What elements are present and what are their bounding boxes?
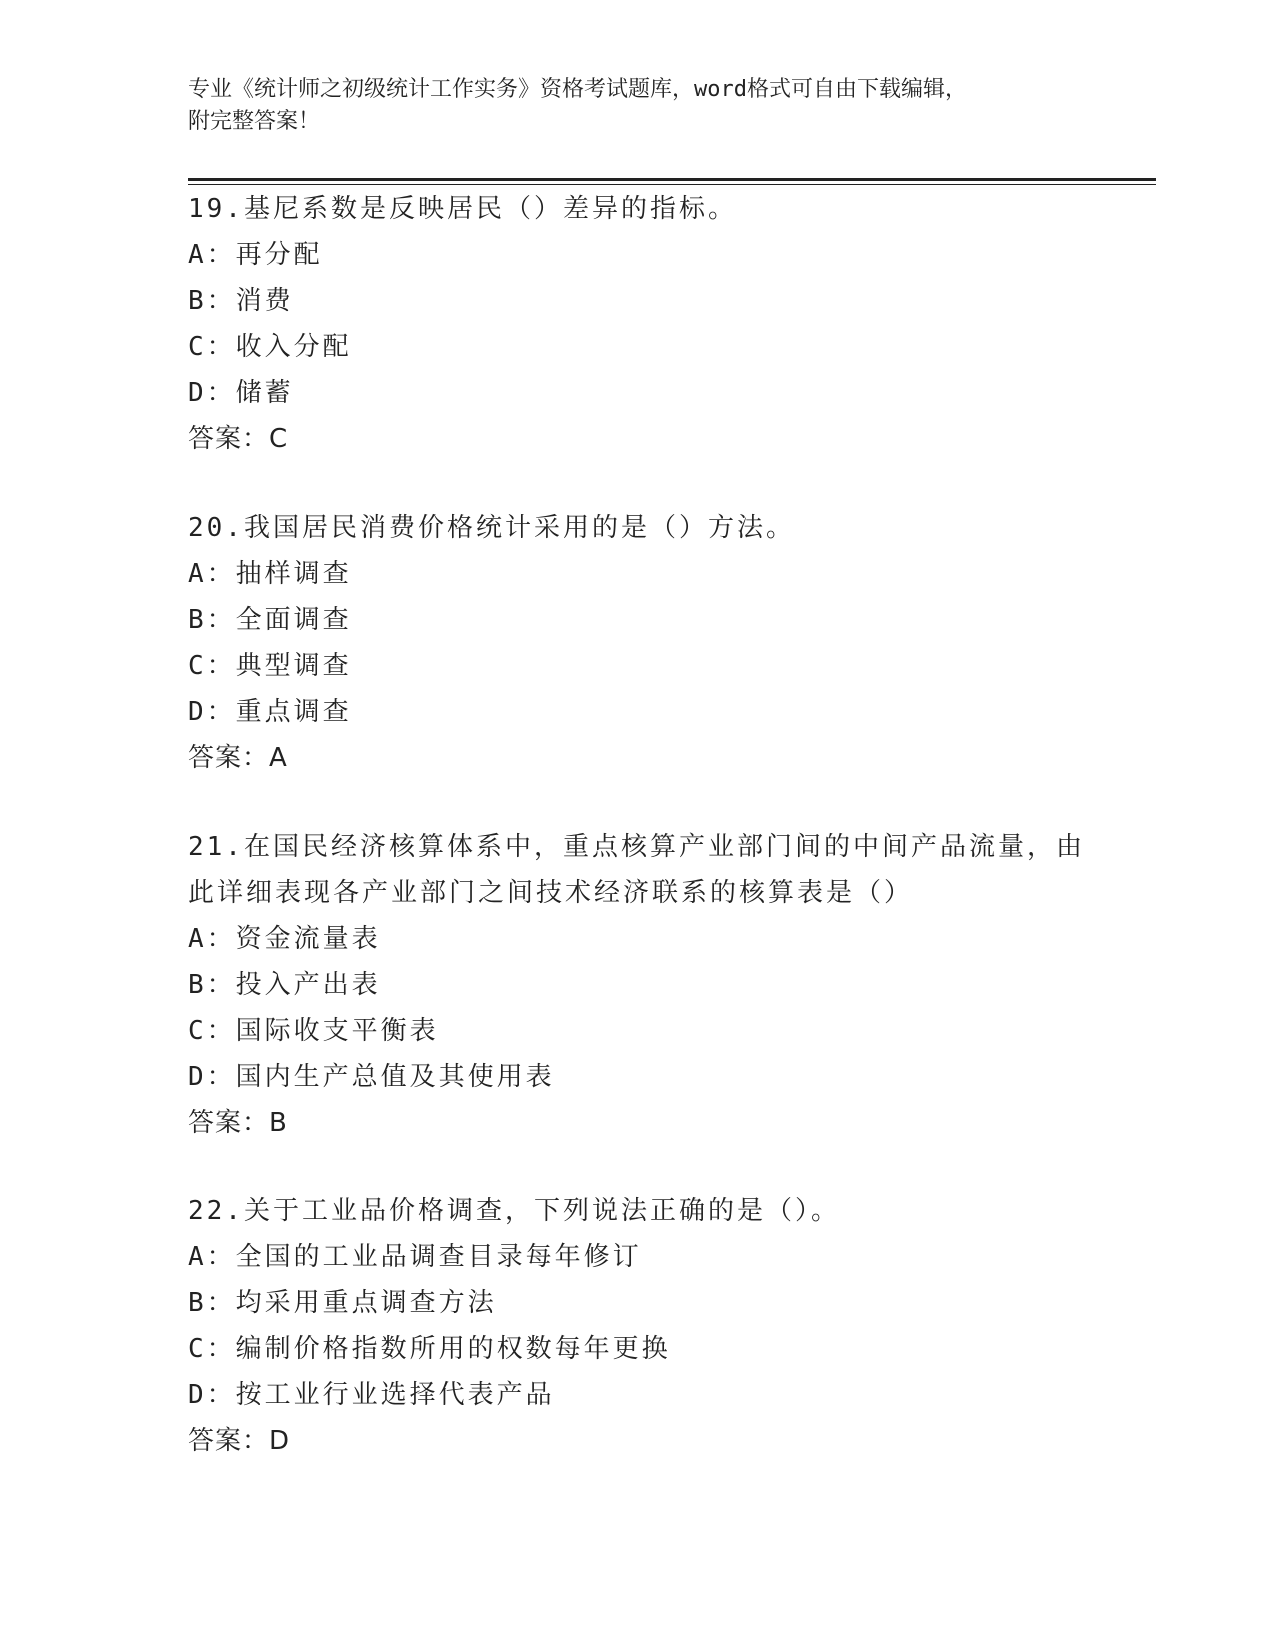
option-a: A：全国的工业品调查目录每年修订 xyxy=(188,1242,642,1272)
answer: 答案：A xyxy=(188,743,288,773)
option-c: C：国际收支平衡表 xyxy=(188,1016,439,1046)
question-stem-line-2: 此详细表现各产业部门之间技术经济联系的核算表是（） xyxy=(188,878,914,908)
header-line-2: 附完整答案！ xyxy=(188,109,321,134)
option-c: C：收入分配 xyxy=(188,332,352,362)
answer: 答案：D xyxy=(188,1426,291,1456)
question-stem: 22.关于工业品价格调查，下列说法正确的是（）。 xyxy=(188,1196,840,1226)
option-a: A：抽样调查 xyxy=(188,559,352,589)
option-c: C：编制价格指数所用的权数每年更换 xyxy=(188,1334,671,1364)
option-d: D：按工业行业选择代表产品 xyxy=(188,1380,555,1410)
option-b: B：消费 xyxy=(188,286,294,316)
question-22 xyxy=(188,1188,1108,1464)
question-21 xyxy=(188,824,1108,1146)
option-a: A：再分配 xyxy=(188,240,323,270)
question-stem: 20.我国居民消费价格统计采用的是（）方法。 xyxy=(188,513,795,543)
question-19 xyxy=(188,186,1108,462)
option-d: D：储蓄 xyxy=(188,378,294,408)
answer: 答案：B xyxy=(188,1108,288,1138)
option-b: B：投入产出表 xyxy=(188,970,381,1000)
document-header xyxy=(188,74,1088,138)
question-stem-line-1: 21.在国民经济核算体系中，重点核算产业部门间的中间产品流量，由 xyxy=(188,832,1085,862)
answer: 答案：C xyxy=(188,424,289,454)
option-d: D：重点调查 xyxy=(188,697,352,727)
question-stem: 19.基尼系数是反映居民（）差异的指标。 xyxy=(188,194,737,224)
header-divider-thick xyxy=(188,178,1156,181)
option-c: C：典型调查 xyxy=(188,651,352,681)
option-d: D：国内生产总值及其使用表 xyxy=(188,1062,555,1092)
option-b: B：全面调查 xyxy=(188,605,352,635)
header-line-1: 专业《统计师之初级统计工作实务》资格考试题库，word格式可自由下载编辑， xyxy=(188,77,967,102)
header-divider-thin xyxy=(188,184,1156,185)
option-b: B：均采用重点调查方法 xyxy=(188,1288,497,1318)
option-a: A：资金流量表 xyxy=(188,924,381,954)
question-20 xyxy=(188,505,1108,781)
